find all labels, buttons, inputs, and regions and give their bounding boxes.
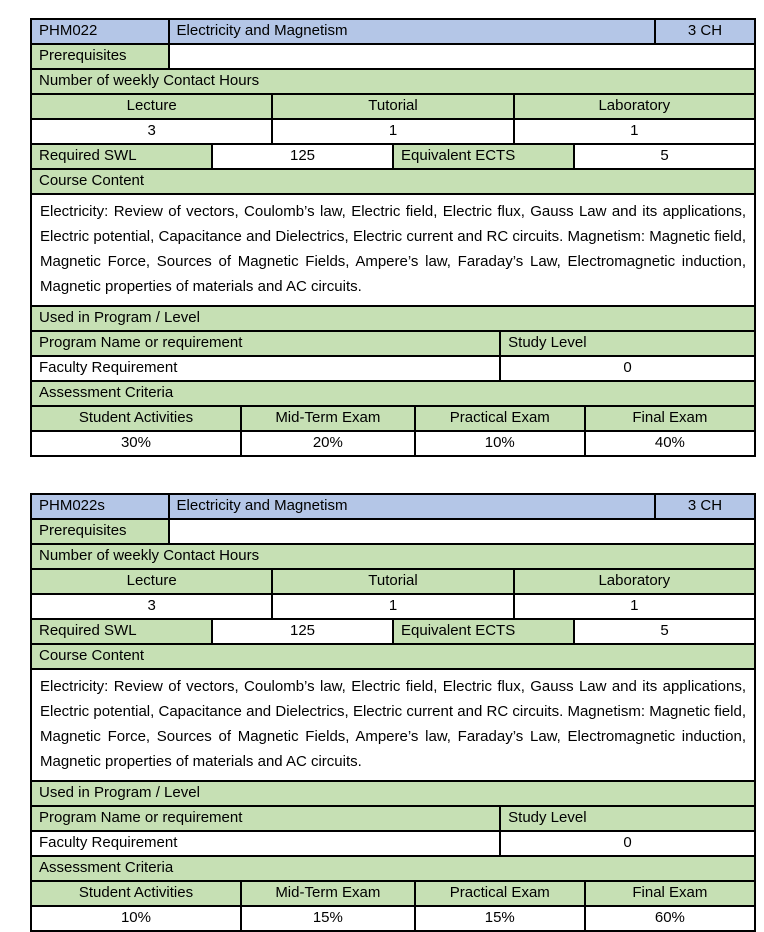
assessment-header-row — [32, 857, 756, 882]
lecture-label: Lecture — [32, 95, 273, 120]
tutorial-hours-value: 1 — [273, 120, 514, 145]
used-in-label: Used in Program / Level — [32, 307, 756, 332]
prerequisites-label: Prerequisites — [32, 45, 170, 70]
contact-hours-row — [32, 545, 756, 570]
equivalent-ects-value: 5 — [575, 145, 756, 170]
course-header-row — [32, 495, 756, 520]
contact-hours-label: Number of weekly Contact Hours — [32, 545, 756, 570]
program-name-value: Faculty Requirement — [32, 357, 501, 382]
course-header-row — [32, 20, 756, 45]
student-activities-label: Student Activities — [32, 882, 242, 907]
midterm-value: 20% — [242, 432, 416, 457]
tutorial-hours-value: 1 — [273, 595, 514, 620]
assessment-values-row — [32, 432, 756, 457]
program-header-row — [32, 807, 756, 832]
lecture-hours-value: 3 — [32, 595, 273, 620]
practical-value: 10% — [416, 432, 586, 457]
contact-hours-row — [32, 70, 756, 95]
practical-value: 15% — [416, 907, 586, 932]
practical-label: Practical Exam — [416, 407, 586, 432]
required-swl-label: Required SWL — [32, 145, 213, 170]
course-content-label: Course Content — [32, 645, 756, 670]
assessment-columns-row — [32, 407, 756, 432]
program-name-value: Faculty Requirement — [32, 832, 501, 857]
course-title-cell: Electricity and Magnetism — [170, 20, 657, 45]
program-values-row — [32, 357, 756, 382]
program-header-row — [32, 332, 756, 357]
contact-hours-label: Number of weekly Contact Hours — [32, 70, 756, 95]
lecture-label: Lecture — [32, 570, 273, 595]
used-in-row — [32, 307, 756, 332]
prerequisites-value — [170, 520, 756, 545]
final-label: Final Exam — [586, 882, 756, 907]
used-in-label: Used in Program / Level — [32, 782, 756, 807]
study-level-label: Study Level — [501, 332, 756, 357]
prerequisites-row — [32, 520, 756, 545]
assessment-label: Assessment Criteria — [32, 857, 756, 882]
student-activities-value: 30% — [32, 432, 242, 457]
course-content-row — [32, 195, 756, 307]
hours-header-row — [32, 95, 756, 120]
midterm-label: Mid-Term Exam — [242, 882, 416, 907]
tutorial-label: Tutorial — [273, 570, 514, 595]
laboratory-hours-value: 1 — [515, 120, 756, 145]
midterm-value: 15% — [242, 907, 416, 932]
laboratory-label: Laboratory — [515, 95, 756, 120]
equivalent-ects-label: Equivalent ECTS — [394, 620, 575, 645]
credit-hours-cell: 3 CH — [656, 495, 756, 520]
equivalent-ects-label: Equivalent ECTS — [394, 145, 575, 170]
study-level-value: 0 — [501, 357, 756, 382]
assessment-values-row — [32, 907, 756, 932]
program-values-row — [32, 832, 756, 857]
required-swl-label: Required SWL — [32, 620, 213, 645]
program-name-label: Program Name or requirement — [32, 807, 501, 832]
study-level-label: Study Level — [501, 807, 756, 832]
laboratory-label: Laboratory — [515, 570, 756, 595]
prerequisites-value — [170, 45, 756, 70]
course-content-header-row — [32, 645, 756, 670]
course-code-cell: PHM022 — [32, 20, 170, 45]
required-swl-value: 125 — [213, 145, 394, 170]
equivalent-ects-value: 5 — [575, 620, 756, 645]
prerequisites-row — [32, 45, 756, 70]
assessment-label: Assessment Criteria — [32, 382, 756, 407]
hours-header-row — [32, 570, 756, 595]
assessment-columns-row — [32, 882, 756, 907]
prerequisites-label: Prerequisites — [32, 520, 170, 545]
program-name-label: Program Name or requirement — [32, 332, 501, 357]
course-table-phm022s — [30, 493, 756, 932]
course-content-text: Electricity: Review of vectors, Coulomb’s law, Electric field, Electric flux, Gauss Law and its applications, Electric potential, Capacitance and Dielectrics, Electric current and RC circuits. Magnetism: Magnetic field, Magnetic Force, Sources of Magnetic Fields, Ampere’s law, Faraday’s Law, Electromagnetic induction, Magnetic properties of materials and AC circuits. — [32, 195, 756, 307]
course-content-header-row — [32, 170, 756, 195]
student-activities-value: 10% — [32, 907, 242, 932]
swl-ects-row — [32, 620, 756, 645]
practical-label: Practical Exam — [416, 882, 586, 907]
final-label: Final Exam — [586, 407, 756, 432]
used-in-row — [32, 782, 756, 807]
lecture-hours-value: 3 — [32, 120, 273, 145]
midterm-label: Mid-Term Exam — [242, 407, 416, 432]
course-content-label: Course Content — [32, 170, 756, 195]
final-value: 40% — [586, 432, 756, 457]
tutorial-label: Tutorial — [273, 95, 514, 120]
course-content-text: Electricity: Review of vectors, Coulomb’s law, Electric field, Electric flux, Gauss Law and its applications, Electric potential, Capacitance and Dielectrics, Electric current and RC circuits. Magnetism: Magnetic field, Magnetic Force, Sources of Magnetic Fields, Ampere’s law, Faraday’s Law, Electromagnetic induction, Magnetic properties of materials and AC circuits. — [32, 670, 756, 782]
required-swl-value: 125 — [213, 620, 394, 645]
final-value: 60% — [586, 907, 756, 932]
student-activities-label: Student Activities — [32, 407, 242, 432]
assessment-header-row — [32, 382, 756, 407]
course-title-cell: Electricity and Magnetism — [170, 495, 657, 520]
credit-hours-cell: 3 CH — [656, 20, 756, 45]
course-table-phm022 — [30, 18, 756, 457]
hours-values-row — [32, 595, 756, 620]
swl-ects-row — [32, 145, 756, 170]
course-code-cell: PHM022s — [32, 495, 170, 520]
hours-values-row — [32, 120, 756, 145]
study-level-value: 0 — [501, 832, 756, 857]
laboratory-hours-value: 1 — [515, 595, 756, 620]
course-content-row — [32, 670, 756, 782]
